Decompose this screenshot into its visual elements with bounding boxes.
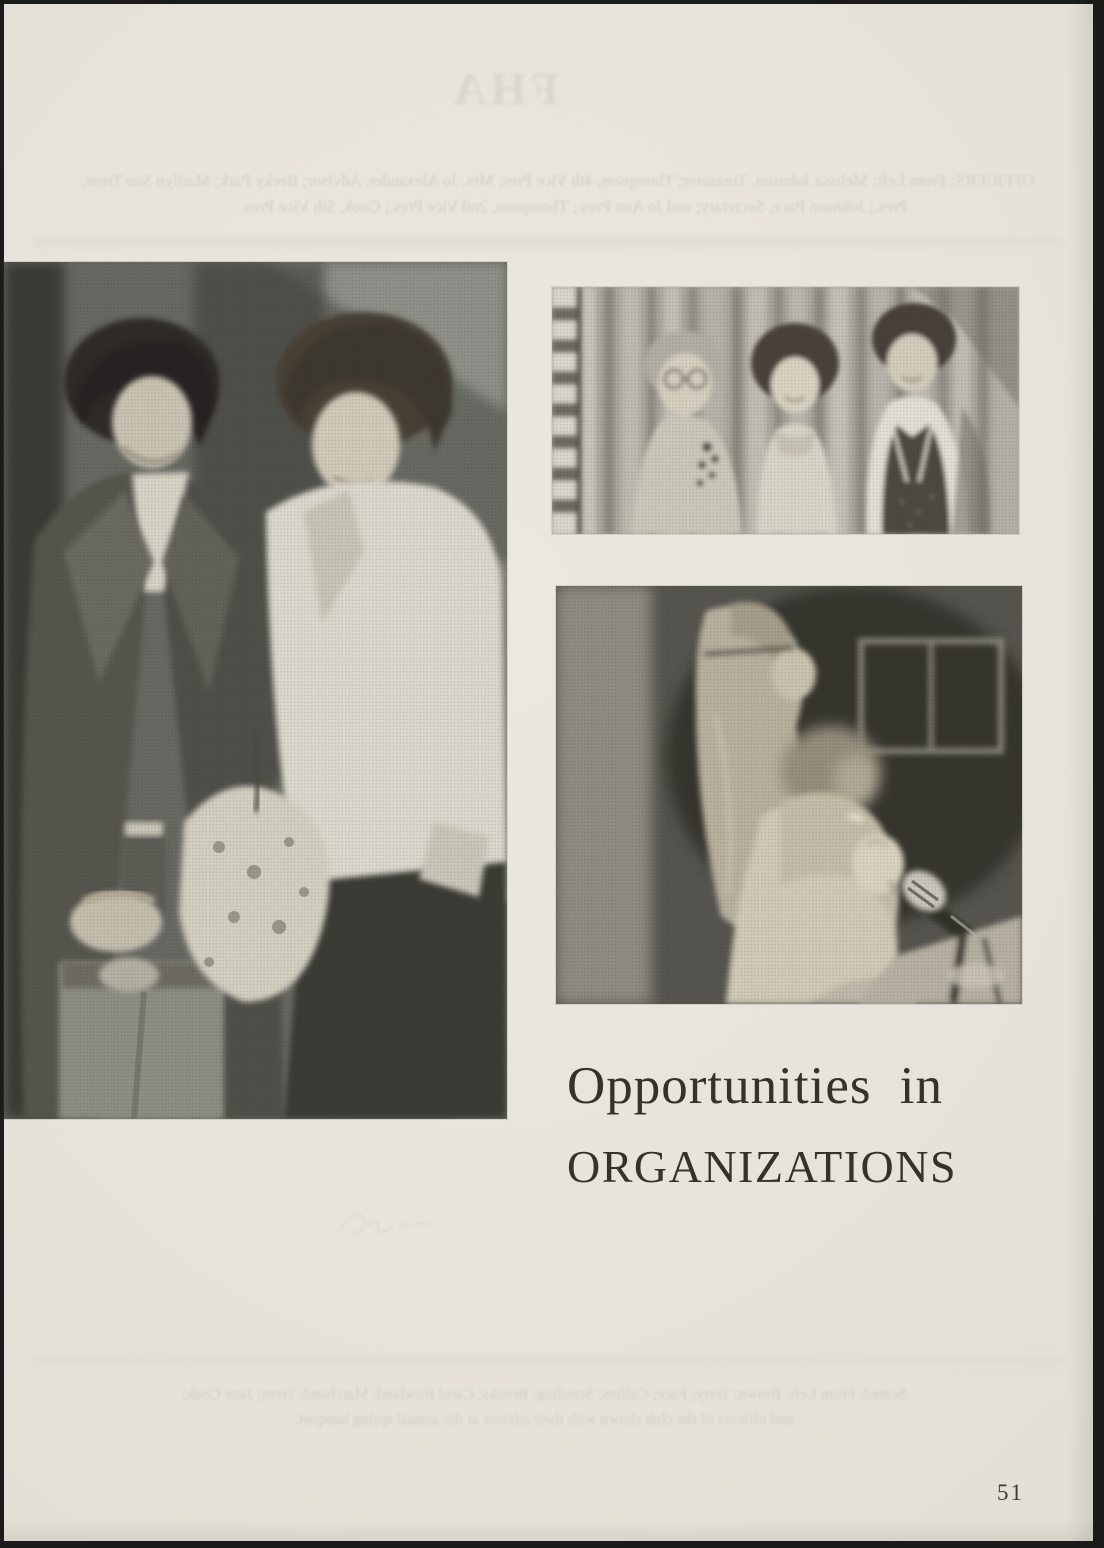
- bleedthrough-caption-bottom-line2: and officers of the club shown with their advisor at the annual spring banquet.: [294, 1411, 794, 1428]
- section-heading-line1: Opportunities in: [567, 1057, 943, 1115]
- paper-sheet: [4, 4, 1093, 1541]
- section-heading-line2: ORGANIZATIONS: [567, 1141, 958, 1192]
- bleedthrough-photo-edge-top: [34, 237, 1064, 247]
- photo-girls-microphone: [556, 586, 1022, 1004]
- handwriting-bleed-mark: [334, 1196, 454, 1246]
- page-number: 51: [997, 1480, 1024, 1505]
- bleedthrough-photo-edge-bottom: [34, 1356, 1064, 1365]
- bleedthrough-caption-top-line1: OFFICERS: From Left: Melissa Johnson, Treasurer; Thompson, 4th Vice Pres; Mrs. Jo Alexander, Advisor; Becky Park; Marilyn Sue Trent,: [81, 171, 1034, 190]
- bleedthrough-caption-bottom: [44, 1382, 1044, 1432]
- photo-girls-microphone-illustration: [556, 586, 1022, 1004]
- bleedthrough-caption-bottom-line1: Seated: From Left: Brown; Terry; Pace; Collins; Standing: Brooks; Carol Rowland; Marchand; Trent; Jane Cook;: [181, 1386, 907, 1403]
- page-edge-shade-right: [1067, 4, 1093, 1541]
- photo-three-women: [552, 287, 1019, 534]
- bleedthrough-title: FHA: [449, 63, 559, 114]
- photo-two-boys-illustration: [4, 262, 507, 1119]
- page-edge-shade-bottom: [4, 1519, 1093, 1541]
- bleedthrough-caption-top-line2: Pres.; Johnson Pace, Secretary; and Jo Ann Pres.; Thompson, 2nd Vice Pres.; Cook, 5th Vice Pres.: [240, 197, 908, 216]
- photo-three-women-illustration: [552, 287, 1019, 534]
- photo-two-boys: [4, 262, 507, 1119]
- bleedthrough-caption-top: [81, 168, 1034, 220]
